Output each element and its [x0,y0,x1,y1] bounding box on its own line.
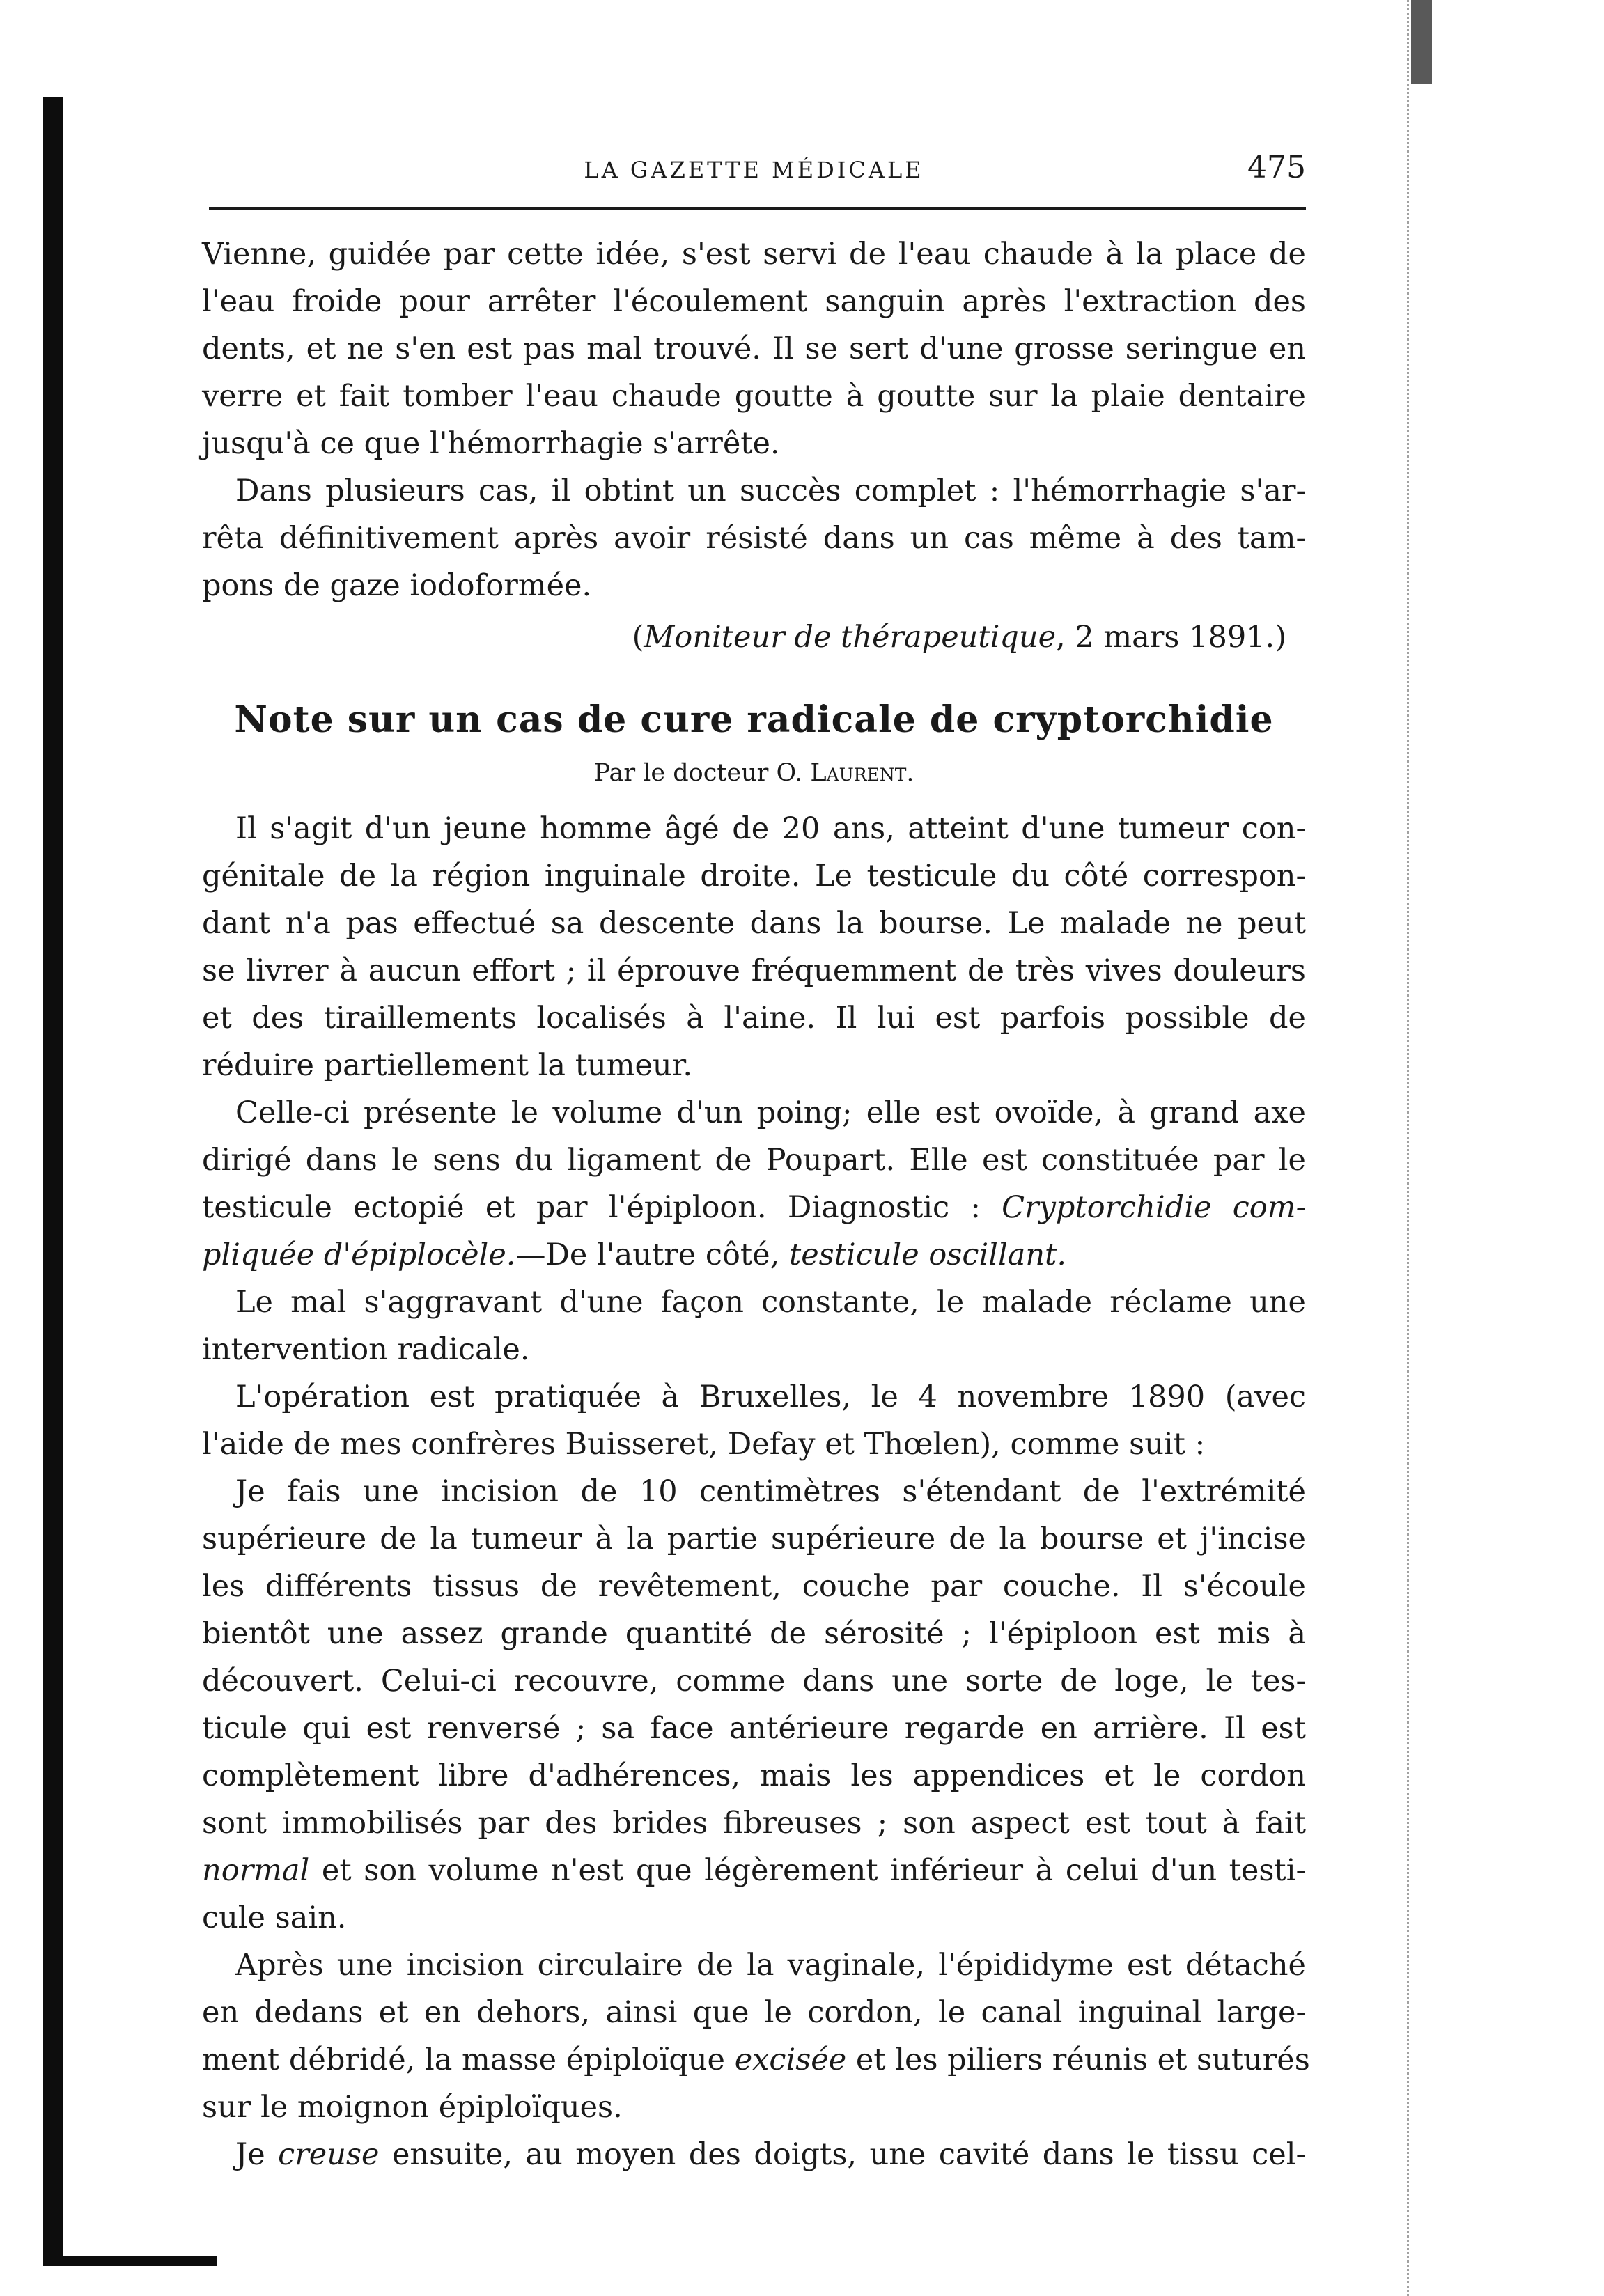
text-line: en dedans et en dehors, ainsi que le cordon, le canal inguinal large- [202,1995,1306,2030]
paragraph [202,805,1306,1089]
text-line: Le mal s'aggravant d'une façon constante, le malade réclame une [235,1285,1306,1320]
italic-word: normal [202,1853,310,1888]
text-line: pons de gaze iodoformée. [202,568,592,603]
text-run: —De l'autre côté, [515,1237,789,1272]
text-line: intervention radicale. [202,1332,530,1367]
paragraph [202,2131,1306,2178]
text-line: Après une incision circulaire de la vaginale, l'épididyme est détaché [235,1948,1306,1983]
text-line: ticule qui est renversé ; sa face antérieure regarde en arrière. Il est [202,1711,1306,1746]
text-line: jusqu'à ce que l'hémorrhagie s'arrête. [202,426,780,461]
citation-open: ( [632,620,644,655]
paragraph [202,1468,1306,1942]
text-line: découvert. Celui-ci recouvre, comme dans une sorte de loge, le tes- [202,1664,1306,1698]
article-title: Note sur un cas de cure radicale de cryptorchidie [234,698,1274,741]
text-line: bientôt une assez grande quantité de sérosité ; l'épiploon est mis à [202,1616,1306,1651]
text-line: se livrer à aucun effort ; il éprouve fréquemment de très vives douleurs [202,953,1306,988]
text-line: dirigé dans le sens du ligament de Poupart. Elle est constituée par le [202,1143,1306,1178]
text-line [202,1847,1306,1894]
citation-journal: Moniteur de thérapeutique [644,620,1057,655]
paragraph [202,1942,1310,2131]
byline-prefix: Par le docteur O. [593,759,811,787]
paragraph [202,1373,1306,1468]
running-title: LA GAZETTE MÉDICALE [584,157,924,183]
text-line [202,2131,1306,2178]
text-line: dents, et ne s'en est pas mal trouvé. Il se sert d'une grosse seringue en [202,331,1306,366]
text-line: sur le moignon épiploïques. [202,2090,623,2125]
text-run: testicule ectopié et par l'épiploon. Diagnostic : [202,1190,1002,1225]
text-line: Je fais une incision de 10 centimètres s'étendant de l'extrémité [235,1474,1306,1509]
text-line: sont immobilisés par des brides fibreuses ; son aspect est tout à fait [202,1806,1306,1841]
diagnosis-italic: testicule oscillant. [788,1237,1066,1272]
text-run: ensuite, au moyen des doigts, une cavité dans le tissu cel- [379,2137,1307,2172]
continuation-paragraph [202,231,1306,467]
scan-bottom-shadow [43,2256,217,2266]
text-line: Vienne, guidée par cette idée, s'est servi de l'eau chaude à la place de [202,237,1306,272]
page [202,150,1310,2178]
text-line: verre et fait tomber l'eau chaude goutte à goutte sur la plaie dentaire [202,379,1306,414]
text-line [202,1184,1306,1231]
paragraph [202,467,1306,609]
text-line: l'aide de mes confrères Buisseret, Defay et Thœlen), comme suit : [202,1427,1206,1462]
source-citation [202,614,1306,661]
text-run: ment débridé, la masse épiploïque [202,2043,735,2077]
text-line: génitale de la région inguinale droite. Le testicule du côté correspon- [202,859,1306,893]
scan-edge-mark [1411,0,1432,84]
text-line: Il s'agit d'un jeune homme âgé de 20 ans, atteint d'une tumeur con- [235,811,1306,846]
text-run: et son volume n'est que légèrement inférieur à celui d'un testi- [309,1853,1306,1888]
text-line [202,2036,1310,2084]
paragraph [202,1089,1306,1279]
text-line: réduire partiellement la tumeur. [202,1048,693,1083]
scan-page-edge [1407,0,1422,2296]
text-line: complètement libre d'adhérences, mais les appendices et le cordon [202,1758,1306,1793]
text-line: et des tiraillements localisés à l'aine. Il lui est parfois possible de [202,1001,1306,1036]
text-line: L'opération est pratiquée à Bruxelles, le 4 novembre 1890 (avec [235,1380,1306,1414]
diagnosis-italic: Cryptorchidie com- [1002,1190,1306,1225]
diagnosis-italic: pliquée d'épiplocèle. [202,1237,516,1272]
text-run: et les piliers réunis et suturés [846,2043,1310,2077]
text-run: Je [235,2137,279,2172]
text-line: Dans plusieurs cas, il obtint un succès complet : l'hémorrhagie s'ar- [235,474,1306,508]
italic-word: creuse [278,2137,380,2172]
italic-word: excisée [734,2043,847,2077]
header-rule [209,207,1306,210]
text-line: l'eau froide pour arrêter l'écoulement sanguin après l'extraction des [202,284,1306,319]
text-line [202,1231,1306,1279]
scan-binding-shadow [43,97,63,2263]
byline [202,759,1306,787]
running-head [202,150,1306,192]
page-number: 475 [1247,150,1306,185]
text-line: supérieure de la tumeur à la partie supérieure de la bourse et j'incise [202,1522,1306,1556]
paragraph [202,1279,1306,1373]
byline-author: Laurent. [810,759,914,787]
text-line: Celle-ci présente le volume d'un poing; elle est ovoïde, à grand axe [235,1095,1306,1130]
text-line: rêta définitivement après avoir résisté dans un cas même à des tam- [202,521,1306,556]
text-line: dant n'a pas effectué sa descente dans la bourse. Le malade ne peut [202,906,1306,941]
text-line: les différents tissus de revêtement, couche par couche. Il s'écoule [202,1569,1306,1604]
citation-date: , 2 mars 1891.) [1056,620,1286,655]
text-line: cule sain. [202,1900,347,1935]
